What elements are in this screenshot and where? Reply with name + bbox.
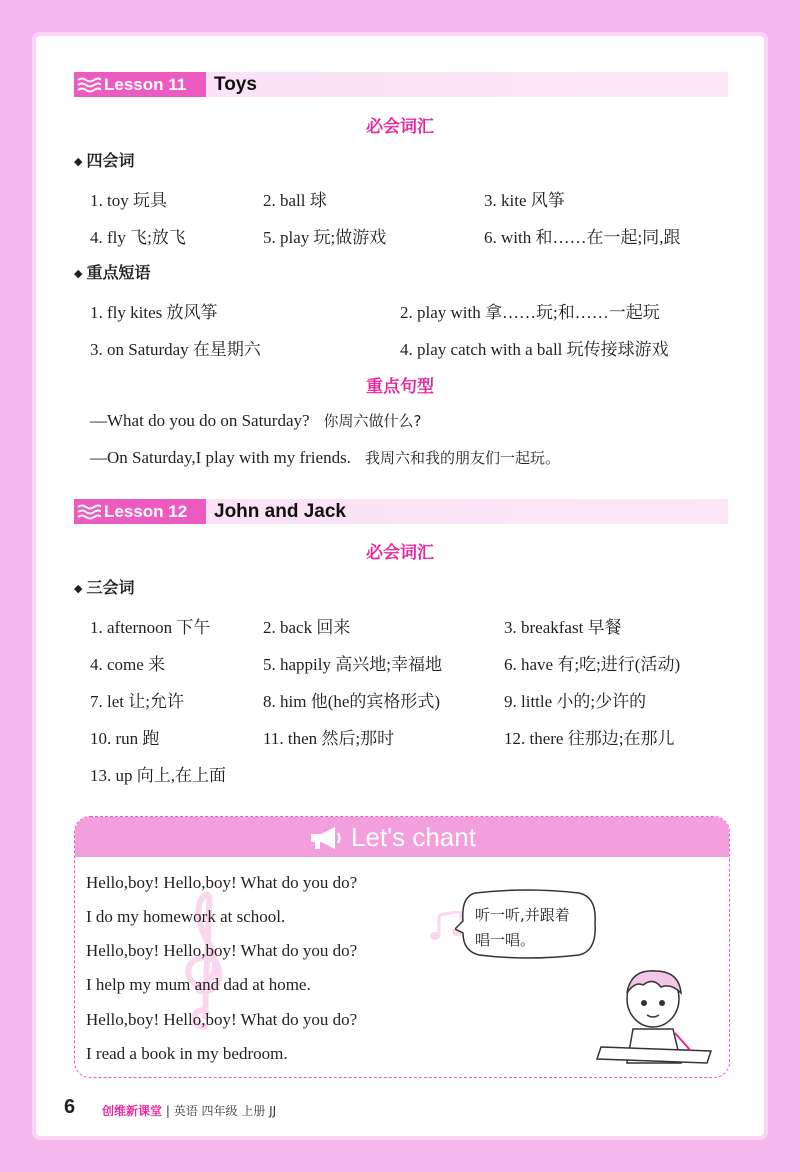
lesson-12-tag-text: Lesson 12: [104, 502, 188, 521]
word-item: 7. let 让;允许: [90, 692, 184, 711]
diamond-icon: ◆: [74, 582, 83, 595]
phrase-item: 1. fly kites 放风筝: [90, 303, 218, 322]
chant-box: [74, 816, 730, 1078]
chant-line: I do my homework at school.: [86, 907, 286, 926]
chant-line: Hello,boy! Hello,boy! What do you do?: [86, 1010, 358, 1029]
boy-illustration: [595, 963, 725, 1073]
bubble-line: 听一听,并跟着: [475, 906, 570, 924]
chant-line: Hello,boy! Hello,boy! What do you do?: [86, 941, 358, 960]
lesson-12-title: John and Jack: [214, 501, 346, 522]
lesson-11-tag: [74, 72, 206, 97]
speech-bubble-text: [475, 903, 595, 953]
footer-divider: |: [162, 1104, 174, 1118]
word-item: 3. breakfast 早餐: [504, 618, 622, 637]
chant-title: Let's chant: [351, 822, 476, 852]
diamond-icon: ◆: [74, 267, 83, 280]
chant-line: I help my mum and dad at home.: [86, 975, 311, 994]
lesson-11-vocab-heading: 必会词汇: [366, 117, 434, 137]
word-item: 6. have 有;吃;进行(活动): [504, 655, 681, 674]
sentence-en: —On Saturday,I play with my friends.: [90, 448, 351, 467]
lesson-11-tag-text: Lesson 11: [104, 75, 187, 94]
sentence-en: —What do you do on Saturday?: [90, 411, 310, 430]
word-item: 11. then 然后;那时: [263, 729, 395, 748]
lesson-11-header: [74, 72, 728, 97]
word-item: 9. little 小的;少许的: [504, 692, 647, 711]
lesson-12-header: [74, 499, 728, 524]
cat-phrases-label: 重点短语: [86, 263, 151, 282]
lesson-11-sentence-heading: 重点句型: [366, 377, 434, 397]
wave-icon: [77, 504, 101, 520]
cat-three-words: [74, 575, 134, 598]
cat-four-words: [74, 148, 134, 171]
word-item: 13. up 向上,在上面: [90, 766, 226, 785]
bubble-line: 唱一唱。: [475, 931, 536, 949]
word-item: 3. kite 风筝: [484, 191, 565, 210]
chant-line: I read a book in my bedroom.: [86, 1044, 288, 1063]
word-item: 12. there 往那边;在那儿: [504, 729, 675, 748]
word-item: 8. him 他(he的宾格形式): [263, 692, 441, 711]
sentence-row: [90, 447, 560, 468]
sentence-row: [90, 410, 422, 431]
word-item: 6. with 和……在一起;同,跟: [484, 228, 681, 247]
sentence-cn: 你周六做什么?: [323, 412, 422, 430]
page-number: 6: [64, 1096, 76, 1118]
chant-line: Hello,boy! Hello,boy! What do you do?: [86, 873, 358, 892]
phrase-item: 3. on Saturday 在星期六: [90, 340, 261, 359]
cat-three-label: 三会词: [86, 578, 135, 597]
word-item: 5. play 玩;做游戏: [263, 228, 387, 247]
sentence-cn: 我周六和我的朋友们一起玩。: [364, 449, 560, 467]
lesson-12-vocab-heading: 必会词汇: [366, 543, 434, 563]
word-item: 10. run 跑: [90, 729, 160, 748]
footer-info: [102, 1102, 276, 1119]
cat-phrases: [74, 260, 150, 283]
phrase-item: 2. play with 拿……玩;和……一起玩: [400, 303, 660, 322]
cat-four-label: 四会词: [86, 151, 135, 170]
word-item: 2. back 回来: [263, 618, 351, 637]
word-item: 1. afternoon 下午: [90, 618, 211, 637]
wave-icon: [77, 77, 101, 93]
page: [36, 36, 764, 1136]
footer-book-info: 英语 四年级 上册 JJ: [173, 1104, 277, 1118]
lesson-11-title: Toys: [214, 74, 257, 95]
word-item: 4. fly 飞;放飞: [90, 228, 186, 247]
phrase-item: 4. play catch with a ball 玩传接球游戏: [400, 340, 669, 359]
word-item: 5. happily 高兴地;幸福地: [263, 655, 442, 674]
megaphone-icon: [307, 825, 345, 851]
lesson-12-tag: [74, 499, 206, 524]
footer-brand: 创维新课堂: [102, 1104, 163, 1118]
chant-header: [75, 817, 729, 857]
word-item: 4. come 来: [90, 655, 166, 674]
word-item: 2. ball 球: [263, 191, 327, 210]
diamond-icon: ◆: [74, 155, 83, 168]
word-item: 1. toy 玩具: [90, 191, 167, 210]
